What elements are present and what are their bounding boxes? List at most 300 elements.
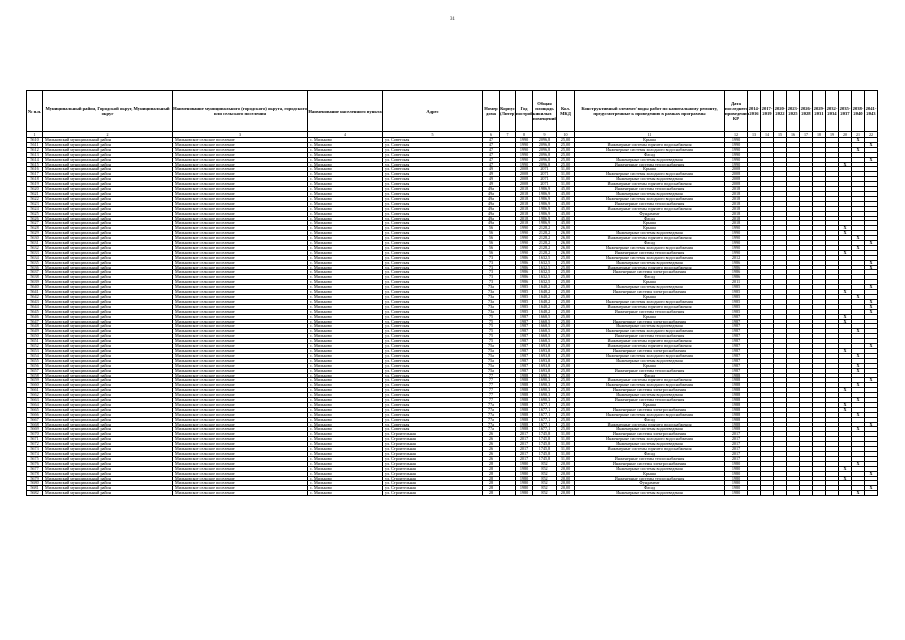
table-cell: 5636 (27, 265, 43, 270)
table-cell: 1985 (725, 295, 748, 300)
table-cell: 5613 (27, 152, 43, 157)
table-cell: 25,00 (557, 334, 575, 339)
table-cell: 1677,1 (533, 407, 557, 412)
table-cell: 45,00 (557, 191, 575, 196)
period-cell: X (865, 157, 878, 162)
table-cell: Мильковское сельское поселение (173, 407, 308, 412)
table-cell: 2096,8 (533, 142, 557, 147)
table-cell: Мильковское сельское поселение (173, 260, 308, 265)
table-cell: Инженерные системы электроснабжения (575, 290, 725, 295)
table-cell: с. Мильково (308, 344, 383, 349)
table-cell: Мильковское сельское поселение (173, 265, 308, 270)
table-cell: Мильковское сельское поселение (173, 353, 308, 358)
table-cell: с. Мильково (308, 196, 383, 201)
period-cell: X (865, 241, 878, 246)
table-cell: 26 (483, 442, 500, 447)
table-cell: 31,00 (557, 437, 575, 442)
table-cell: 5668 (27, 422, 43, 427)
table-cell: 1648,2 (533, 290, 557, 295)
table-cell: 5618 (27, 177, 43, 182)
table-cell: с. Мильково (308, 309, 383, 314)
table-cell: 77 (483, 393, 500, 398)
table-cell: 73 (483, 275, 500, 280)
table-cell: ул. Советская (383, 363, 483, 368)
table-cell: Мильковское сельское поселение (173, 363, 308, 368)
table-cell: Мильковский муниципальный район (43, 216, 173, 221)
table-cell: 1987 (725, 353, 748, 358)
period-cell: X (839, 476, 852, 481)
table-cell: 1987 (725, 329, 748, 334)
table-cell: 2017 (516, 447, 533, 452)
table-cell: 5648 (27, 324, 43, 329)
table-cell: 47 (483, 138, 500, 143)
table-cell: 1988 (725, 398, 748, 403)
table-cell: с. Мильково (308, 236, 383, 241)
table-cell: ул. Советская (383, 260, 483, 265)
table-cell: Мильковский муниципальный район (43, 241, 173, 246)
table-cell: 2018 (516, 201, 533, 206)
column-header: Конструктивный элемент/ виды работ по капитальному ремонту, предусмотренные к проведению в рамках программы (575, 91, 725, 132)
table-cell: 5614 (27, 157, 43, 162)
table-cell: с. Мильково (308, 162, 383, 167)
table-cell: Мильковское сельское поселение (173, 437, 308, 442)
period-cell: X (852, 368, 865, 373)
table-cell: ул. Советская (383, 295, 483, 300)
table-cell: 1980 (725, 476, 748, 481)
table-cell: ул. Советская (383, 245, 483, 250)
table-cell: 1990 (516, 162, 533, 167)
table-cell: 2128,2 (533, 250, 557, 255)
table-cell: с. Мильково (308, 255, 383, 260)
table-cell: 75а (483, 358, 500, 363)
table-cell: Мильковское сельское поселение (173, 177, 308, 182)
table-cell: Мильковское сельское поселение (173, 138, 308, 143)
table-cell: 2017 (725, 437, 748, 442)
table-cell: 2018 (725, 206, 748, 211)
table-cell: 1985 (725, 290, 748, 295)
table-cell: 5621 (27, 191, 43, 196)
table-cell: 25,00 (557, 407, 575, 412)
table-cell: 26,00 (557, 226, 575, 231)
table-cell: 1985 (516, 295, 533, 300)
table-cell: 25,00 (557, 299, 575, 304)
table-cell: 1988 (725, 422, 748, 427)
column-number: 6 (483, 132, 500, 138)
table-cell: 1990 (725, 142, 748, 147)
table-cell: 73а (483, 295, 500, 300)
period-cell (800, 491, 813, 496)
table-cell: Крыша (575, 295, 725, 300)
table-cell: с. Мильково (308, 471, 383, 476)
table-cell: с. Мильково (308, 299, 383, 304)
table-cell: 1987 (516, 324, 533, 329)
table-cell: 1693,8 (533, 358, 557, 363)
table-cell: 77 (483, 383, 500, 388)
table-cell: 25,00 (557, 344, 575, 349)
table-cell: с. Мильково (308, 319, 383, 324)
table-cell: 1988 (516, 427, 533, 432)
table-cell: 1693,8 (533, 353, 557, 358)
table-cell: 47 (483, 142, 500, 147)
table-cell: 56 (483, 236, 500, 241)
table-cell: 25,00 (557, 388, 575, 393)
period-cell: X (865, 304, 878, 309)
table-cell: Мильковский муниципальный район (43, 491, 173, 496)
table-cell: 25,00 (557, 324, 575, 329)
table-cell: 25,00 (557, 358, 575, 363)
table-cell: Мильковское сельское поселение (173, 324, 308, 329)
period-cell: X (852, 383, 865, 388)
table-cell: 2018 (725, 187, 748, 192)
table-cell: Мильковское сельское поселение (173, 241, 308, 246)
column-header: 2029-2031 (813, 91, 826, 132)
table-cell: Мильковское сельское поселение (173, 182, 308, 187)
period-cell: X (852, 147, 865, 152)
table-cell: Мильковский муниципальный район (43, 363, 173, 368)
table-cell: 2017 (725, 442, 748, 447)
table-cell: с. Мильково (308, 363, 383, 368)
table-cell: Крыша (575, 138, 725, 143)
table-cell: 1990 (725, 245, 748, 250)
table-cell: Мильковское сельское поселение (173, 206, 308, 211)
table-cell: Мильковский муниципальный район (43, 334, 173, 339)
table-cell: с. Мильково (308, 241, 383, 246)
table-cell: 5610 (27, 138, 43, 143)
table-cell: Инженерные системы холодного водоснабжения (575, 172, 725, 177)
column-number: 17 (800, 132, 813, 138)
table-cell: 1668,5 (533, 319, 557, 324)
table-cell: Мильковский муниципальный район (43, 319, 173, 324)
table-cell: Мильковское сельское поселение (173, 187, 308, 192)
column-number: 2 (43, 132, 173, 138)
table-cell: Мильковский муниципальный район (43, 476, 173, 481)
table-cell: 49 (483, 177, 500, 182)
period-cell (826, 491, 839, 496)
table-cell: 1990 (725, 236, 748, 241)
table-cell: 75а (483, 348, 500, 353)
table-cell: Мильковский муниципальный район (43, 304, 173, 309)
table-cell: 5678 (27, 471, 43, 476)
table-cell: ул. Советская (383, 280, 483, 285)
table-cell: 47 (483, 152, 500, 157)
table-cell: 1677,1 (533, 427, 557, 432)
table-cell: Мильковский муниципальный район (43, 471, 173, 476)
table-cell: 2128,2 (533, 245, 557, 250)
column-number: 5 (383, 132, 483, 138)
table-cell: 1988 (516, 378, 533, 383)
period-cell: X (852, 427, 865, 432)
table-cell: 73 (483, 260, 500, 265)
table-cell: Инженерные системы холодного водоснабжения (575, 299, 725, 304)
table-cell: Мильковский муниципальный район (43, 358, 173, 363)
table-cell: Мильковский муниципальный район (43, 324, 173, 329)
table-cell: Мильковское сельское поселение (173, 417, 308, 422)
table-cell: Фасад (575, 452, 725, 457)
table-cell: Фасад (575, 486, 725, 491)
table-cell: с. Мильково (308, 324, 383, 329)
period-cell: X (839, 314, 852, 319)
column-number: 3 (173, 132, 308, 138)
table-cell: с. Мильково (308, 383, 383, 388)
period-cell: X (865, 378, 878, 383)
table-cell: 1986,9 (533, 221, 557, 226)
table-cell: Инженерные системы теплоснабжения (575, 398, 725, 403)
table-cell: 31,00 (557, 456, 575, 461)
table-cell: 852 (533, 471, 557, 476)
table-cell: 28 (483, 461, 500, 466)
column-header: 2014-2016 (748, 91, 761, 132)
table-cell: 852 (533, 491, 557, 496)
table-cell: Мильковский муниципальный район (43, 353, 173, 358)
table-cell: 5655 (27, 358, 43, 363)
table-cell: 1677,1 (533, 412, 557, 417)
table-cell: Мильковский муниципальный район (43, 138, 173, 143)
table-cell: 25,00 (557, 378, 575, 383)
table-cell: Инженерные системы водоотведения (575, 285, 725, 290)
table-cell: Мильковское сельское поселение (173, 270, 308, 275)
table-cell: 77а (483, 427, 500, 432)
table-cell: Инженерные системы горячего водоснабжения (575, 265, 725, 270)
table-cell: 1745,8 (533, 456, 557, 461)
table-cell: 2017 (725, 447, 748, 452)
table-cell: 1988 (516, 407, 533, 412)
table-cell: ул. Советская (383, 422, 483, 427)
table-cell: с. Мильково (308, 275, 383, 280)
period-cell: X (839, 319, 852, 324)
table-cell: с. Мильково (308, 226, 383, 231)
table-cell: 25,00 (557, 412, 575, 417)
table-cell: Мильковское сельское поселение (173, 358, 308, 363)
table-cell: 1987 (725, 363, 748, 368)
table-cell: 73а (483, 285, 500, 290)
table-cell: Мильковское сельское поселение (173, 334, 308, 339)
table-cell: с. Мильково (308, 398, 383, 403)
table-cell: Мильковское сельское поселение (173, 152, 308, 157)
table-cell: 1745,8 (533, 452, 557, 457)
table-cell: 5673 (27, 447, 43, 452)
table-cell: Мильковский муниципальный район (43, 339, 173, 344)
table-cell: 49а (483, 201, 500, 206)
table-cell: 1985 (516, 299, 533, 304)
table-cell: Инженерные системы горячего водоснабжения (575, 304, 725, 309)
table-cell: с. Мильково (308, 201, 383, 206)
table-cell: 77а (483, 412, 500, 417)
table-cell: Мильковский муниципальный район (43, 201, 173, 206)
table-cell: 73а (483, 299, 500, 304)
table-cell: 45,00 (557, 216, 575, 221)
table-cell: 49а (483, 216, 500, 221)
table-cell: 5654 (27, 353, 43, 358)
table-cell: с. Мильково (308, 157, 383, 162)
table-cell: Мильковский муниципальный район (43, 407, 173, 412)
table-cell: 1987 (725, 314, 748, 319)
table-cell: 5645 (27, 309, 43, 314)
column-header: 2038-2040 (852, 91, 865, 132)
table-cell: 1990 (516, 142, 533, 147)
table-cell: Мильковское сельское поселение (173, 309, 308, 314)
table-cell: 73 (483, 280, 500, 285)
period-cell: X (852, 491, 865, 496)
table-cell: ул. Советская (383, 334, 483, 339)
table-cell: ул. Строительная (383, 432, 483, 437)
table-cell: с. Мильково (308, 231, 383, 236)
table-cell: 5666 (27, 412, 43, 417)
table-cell: 852 (533, 466, 557, 471)
table-cell: ул. Советская (383, 265, 483, 270)
table-cell: Мильковский муниципальный район (43, 481, 173, 486)
table-cell: с. Мильково (308, 245, 383, 250)
table-cell: 5625 (27, 211, 43, 216)
table-cell: Мильковское сельское поселение (173, 196, 308, 201)
table-cell: 45,00 (557, 221, 575, 226)
table-cell: 47 (483, 157, 500, 162)
table-cell: 1987 (725, 344, 748, 349)
table-cell: 1987 (725, 324, 748, 329)
table-cell: Мильковский муниципальный район (43, 147, 173, 152)
period-cell: X (852, 329, 865, 334)
table-cell: 25,00 (557, 290, 575, 295)
table-cell: 25,00 (557, 363, 575, 368)
table-cell: ул. Советская (383, 378, 483, 383)
table-cell: Инженерные системы электроснабжения (575, 348, 725, 353)
table-cell: ул. Строительная (383, 466, 483, 471)
table-cell: 5633 (27, 250, 43, 255)
table-cell: 5659 (27, 378, 43, 383)
table-cell: Инженерные системы водоотведения (575, 231, 725, 236)
table-cell: 1987 (725, 368, 748, 373)
table-cell: 5651 (27, 339, 43, 344)
column-header: Номер дома (483, 91, 500, 132)
table-cell: 1980 (516, 486, 533, 491)
table-cell: с. Мильково (308, 147, 383, 152)
table-cell: Мильковское сельское поселение (173, 486, 308, 491)
table-cell: 1988 (725, 378, 748, 383)
table-cell: 2096,8 (533, 157, 557, 162)
table-cell: 5637 (27, 270, 43, 275)
period-cell (865, 491, 878, 496)
table-cell: 2096,8 (533, 152, 557, 157)
table-cell: 47 (483, 147, 500, 152)
table-cell: ул. Советская (383, 319, 483, 324)
table-cell: 5630 (27, 236, 43, 241)
table-cell: ул. Советская (383, 373, 483, 378)
table-cell: с. Мильково (308, 221, 383, 226)
table-cell: с. Мильково (308, 314, 383, 319)
table-cell: 20,00 (557, 481, 575, 486)
table-row (27, 491, 878, 496)
table-cell: 1980 (725, 471, 748, 476)
table-cell: Инженерные системы теплоснабжения (575, 201, 725, 206)
table-cell: 1985 (725, 285, 748, 290)
table-cell: 1988 (516, 383, 533, 388)
table-cell: 1648,2 (533, 285, 557, 290)
table-cell: Инженерные системы водоотведения (575, 177, 725, 182)
table-cell: ул. Советская (383, 162, 483, 167)
table-cell: Мильковский муниципальный район (43, 177, 173, 182)
table-cell: с. Мильково (308, 378, 383, 383)
table-cell: 25,00 (557, 162, 575, 167)
column-number: 22 (865, 132, 878, 138)
table-cell: 2018 (725, 201, 748, 206)
table-cell: Мильковское сельское поселение (173, 191, 308, 196)
column-number: 18 (813, 132, 826, 138)
table-cell: ул. Советская (383, 290, 483, 295)
table-cell: 1668,5 (533, 314, 557, 319)
table-cell: 31,00 (557, 452, 575, 457)
table-cell: Мильковский муниципальный район (43, 378, 173, 383)
table-cell: 31,00 (557, 447, 575, 452)
table-cell: Крыша (575, 280, 725, 285)
table-cell: 73 (483, 270, 500, 275)
table-cell: 5627 (27, 221, 43, 226)
table-cell: 25,00 (557, 157, 575, 162)
table-cell: 25,00 (557, 138, 575, 143)
table-cell: 1986 (516, 280, 533, 285)
period-cell: X (839, 466, 852, 471)
table-cell: Инженерные системы теплоснабжения (575, 368, 725, 373)
table-cell: ул. Советская (383, 427, 483, 432)
table-cell: Мильковский муниципальный район (43, 461, 173, 466)
table-cell: ул. Советская (383, 348, 483, 353)
table-cell: ул. Строительная (383, 476, 483, 481)
table-cell: Крыша (575, 363, 725, 368)
table-cell: Инженерные системы водоотведения (575, 466, 725, 471)
table-cell: 5642 (27, 295, 43, 300)
table-cell: Мильковское сельское поселение (173, 319, 308, 324)
table-cell: 26 (483, 456, 500, 461)
period-cell: X (865, 344, 878, 349)
table-cell: 1745,8 (533, 447, 557, 452)
table-cell: 1988 (516, 402, 533, 407)
table-cell: 1980 (516, 476, 533, 481)
table-cell: 25,00 (557, 339, 575, 344)
table-cell: 1668,5 (533, 339, 557, 344)
table-cell: Инженерные системы холодного водоснабжения (575, 196, 725, 201)
capital-repair-table (26, 90, 878, 496)
table-cell: 5619 (27, 182, 43, 187)
table-cell: 73 (483, 265, 500, 270)
table-cell: 1987 (516, 344, 533, 349)
table-cell: 1990 (516, 157, 533, 162)
table-cell: 2128,2 (533, 236, 557, 241)
table-cell: Мильковский муниципальный район (43, 142, 173, 147)
table-cell: Мильковский муниципальный район (43, 275, 173, 280)
table-cell: Мильковский муниципальный район (43, 295, 173, 300)
table-cell: ул. Советская (383, 216, 483, 221)
table-cell: 1988 (725, 383, 748, 388)
period-cell: X (839, 226, 852, 231)
table-cell: 852 (533, 481, 557, 486)
table-cell: ул. Советская (383, 241, 483, 246)
column-number: 8 (516, 132, 533, 138)
table-cell: 1988 (725, 373, 748, 378)
table-cell: Мильковское сельское поселение (173, 142, 308, 147)
table-cell: 1987 (516, 314, 533, 319)
table-cell: 25,00 (557, 314, 575, 319)
period-cell: X (852, 363, 865, 368)
table-cell: 2128,2 (533, 241, 557, 246)
table-cell: Мильковское сельское поселение (173, 412, 308, 417)
table-cell: 5632 (27, 245, 43, 250)
table-cell: 1988 (516, 417, 533, 422)
table-body (27, 138, 878, 496)
table-cell: с. Мильково (308, 182, 383, 187)
table-cell: Инженерные системы холодного водоснабжения (575, 437, 725, 442)
table-cell: Инженерные системы электроснабжения (575, 319, 725, 324)
table-cell: 1677,1 (533, 417, 557, 422)
table-cell: 5622 (27, 196, 43, 201)
period-cell: X (852, 138, 865, 143)
